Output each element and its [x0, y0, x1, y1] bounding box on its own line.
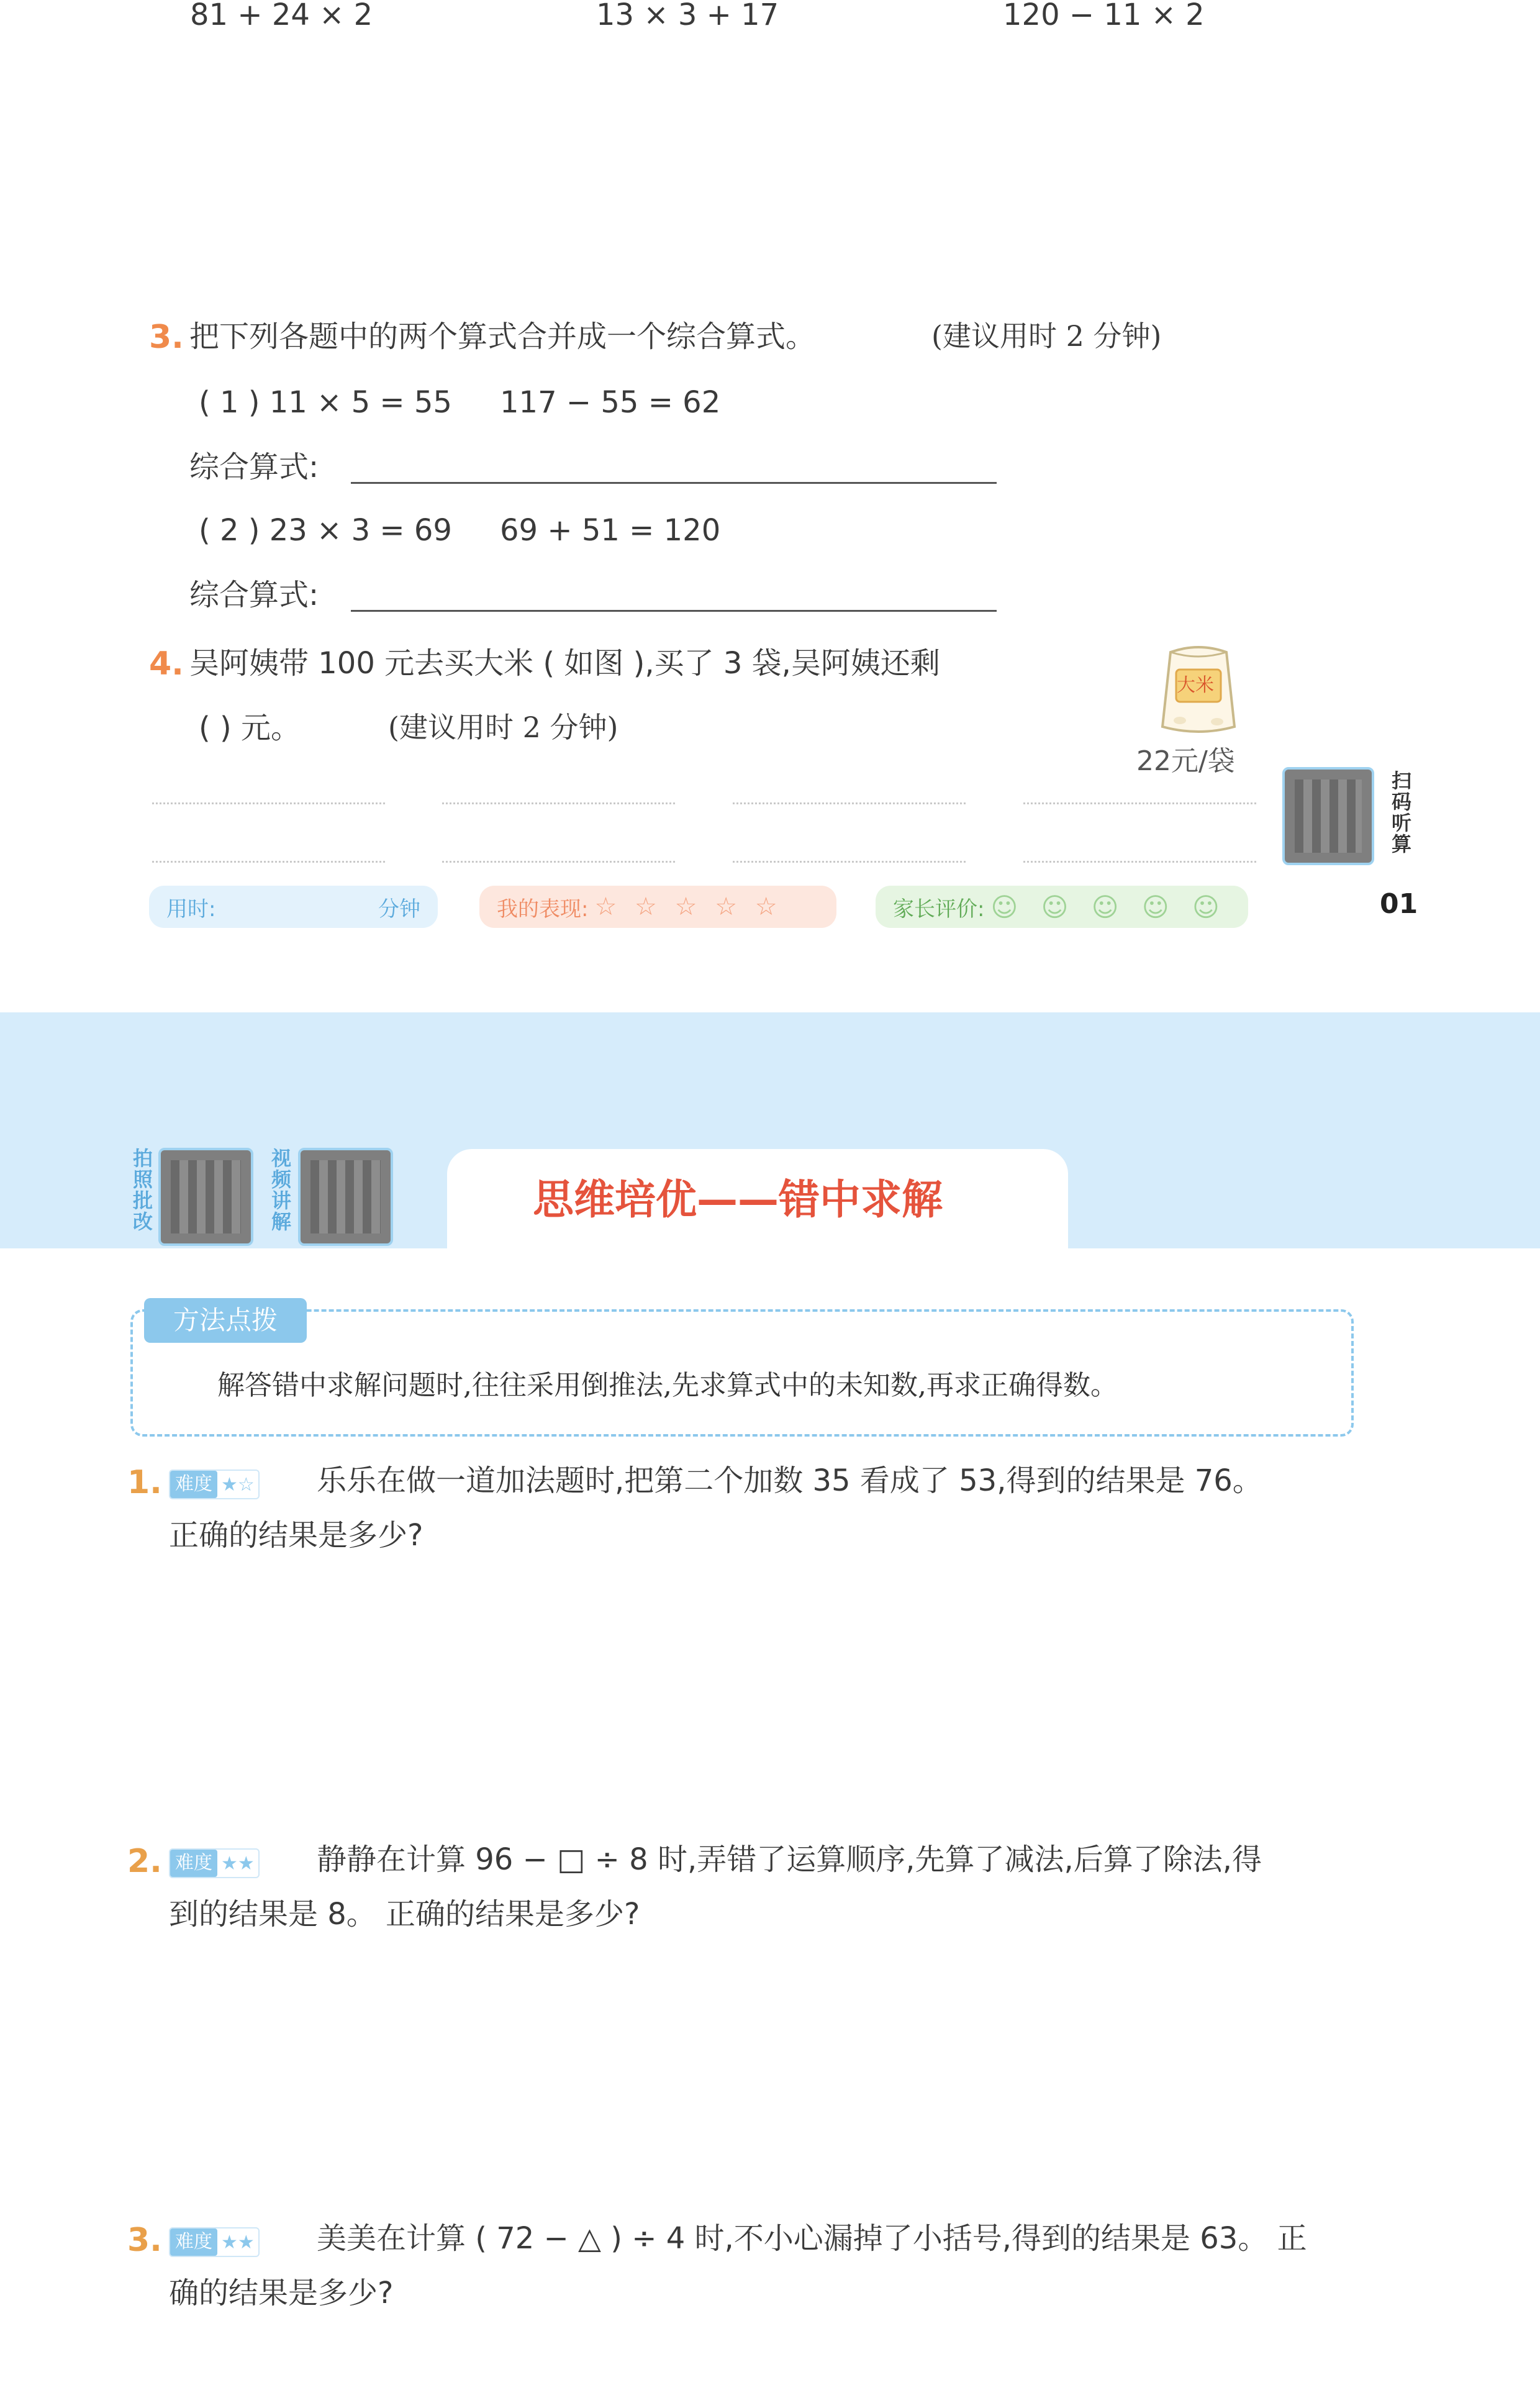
qr-code-video[interactable] — [298, 1148, 393, 1246]
parent-review-label: 家长评价: — [893, 896, 985, 922]
problem-2-difficulty — [169, 1848, 260, 1878]
q3-p1-eq2: 117 − 55 = 62 — [500, 385, 721, 420]
problem-3-line1: 美美在计算 ( 72 − △ ) ÷ 4 时,不小心漏掉了小括号,得到的结果是 63。 正 — [317, 2221, 1307, 2256]
q3-text: 把下列各题中的两个算式合并成一个综合算式。 — [189, 319, 816, 354]
q3-number: 3. — [149, 319, 184, 356]
q3-hint: (建议用时 2 分钟) — [931, 319, 1162, 353]
answer-dotline[interactable] — [152, 861, 385, 863]
star-icon: ★☆ — [221, 1473, 255, 1496]
rice-price: 22元/袋 — [1136, 745, 1235, 777]
q3-p2-eq2: 69 + 51 = 120 — [500, 513, 721, 548]
star-rating-icons[interactable]: ☆ ☆ ☆ ☆ ☆ — [594, 893, 782, 921]
expression-3: 120 − 11 × 2 — [1003, 0, 1205, 32]
answer-dotline[interactable] — [1023, 861, 1256, 863]
problem-2-line2: 到的结果是 8。 正确的结果是多少? — [169, 1897, 640, 1932]
q3-p1-answer-line[interactable] — [351, 482, 997, 484]
answer-dotline[interactable] — [733, 802, 966, 804]
method-tip-text: 解答错中求解问题时,往往采用倒推法,先求算式中的未知数,再求正确得数。 — [217, 1370, 1118, 1401]
difficulty-badge: 难度 — [170, 1471, 217, 1498]
performance-pill[interactable] — [479, 886, 836, 928]
problem-2-line1: 静静在计算 96 − □ ÷ 8 时,弄错了运算顺序,先算了减法,后算了除法,得 — [317, 1842, 1262, 1877]
q3-p2-combined-label: 综合算式: — [189, 578, 319, 612]
answer-dotline[interactable] — [442, 861, 675, 863]
difficulty-badge: 难度 — [170, 1850, 217, 1877]
q4-line2: ( ) 元。 — [199, 711, 301, 745]
problem-3-difficulty — [169, 2227, 260, 2257]
parent-review-pill[interactable] — [876, 886, 1248, 928]
q4-hint: (建议用时 2 分钟) — [388, 711, 618, 744]
q3-p2-eq1: ( 2 ) 23 × 3 = 69 — [199, 513, 452, 548]
q3-p1-eq1: ( 1 ) 11 × 5 = 55 — [199, 385, 452, 420]
problem-2-number: 2. — [127, 1843, 162, 1880]
answer-dotline[interactable] — [733, 861, 966, 863]
time-label: 用时: — [166, 896, 216, 922]
qr-photo-label: 拍照批改 — [130, 1148, 153, 1232]
qr-listen-label: 扫码听算 — [1388, 770, 1412, 855]
qr-code-listen[interactable] — [1282, 767, 1374, 865]
time-unit: 分钟 — [378, 896, 420, 922]
answer-dotline[interactable] — [152, 802, 385, 804]
rice-bag-label: 大米 — [1177, 675, 1214, 696]
q3-p1-combined-label: 综合算式: — [189, 450, 319, 484]
problem-1-difficulty — [169, 1470, 260, 1499]
time-pill[interactable] — [149, 886, 438, 928]
expression-2: 13 × 3 + 17 — [596, 0, 779, 32]
qr-code-photo[interactable] — [158, 1148, 253, 1246]
smiley-rating-icons[interactable]: ☺ ☺ ☺ ☺ ☺ — [990, 891, 1227, 922]
page-number: 01 — [1380, 888, 1418, 920]
section-title: 思维培优——错中求解 — [533, 1176, 943, 1224]
problem-1-line1: 乐乐在做一道加法题时,把第二个加数 35 看成了 53,得到的结果是 76。 — [317, 1463, 1262, 1498]
q4-number: 4. — [149, 645, 184, 683]
performance-label: 我的表现: — [497, 896, 589, 922]
problem-1-line2: 正确的结果是多少? — [169, 1518, 424, 1553]
answer-dotline[interactable] — [442, 802, 675, 804]
problem-3-number: 3. — [127, 2222, 162, 2259]
star-icon: ★★ — [221, 1852, 255, 1874]
expression-1: 81 + 24 × 2 — [190, 0, 373, 32]
q3-p2-answer-line[interactable] — [351, 610, 997, 612]
q4-line1: 吴阿姨带 100 元去买大米 ( 如图 ),买了 3 袋,吴阿姨还剩 — [189, 646, 940, 681]
star-icon: ★★ — [221, 2231, 255, 2253]
qr-video-label: 视频讲解 — [268, 1148, 292, 1232]
method-tip-tag: 方法点拨 — [144, 1298, 307, 1343]
problem-1-number: 1. — [127, 1464, 162, 1501]
problem-3-line2: 确的结果是多少? — [169, 2276, 394, 2310]
difficulty-badge: 难度 — [170, 2228, 217, 2256]
answer-dotline[interactable] — [1023, 802, 1256, 804]
